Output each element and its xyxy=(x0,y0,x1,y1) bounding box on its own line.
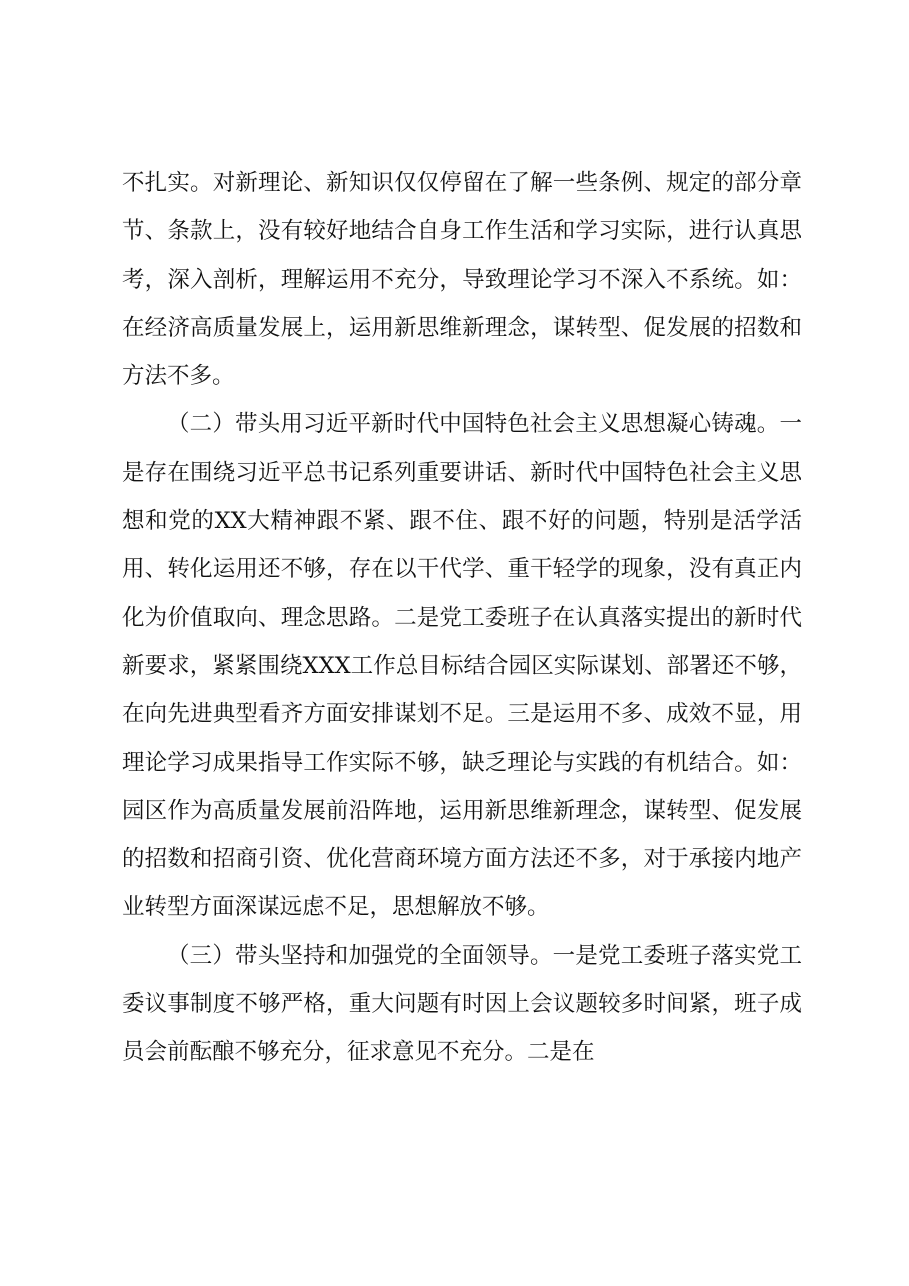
document-body xyxy=(122,159,802,1077)
paragraph-continuation: 不扎实。对新理论、新知识仅仅停留在了解一些条例、规定的部分章节、条款上，没有较好地结合自身工作生活和学习实际，进行认真思考，深入剖析，理解运用不充分，导致理论学习不深入不系统。如：在经济高质量发展上，运用新思维新理念，谋转型、促发展的招数和方法不多。 xyxy=(122,170,802,390)
paragraph-section-two: （二）带头用习近平新时代中国特色社会主义思想凝心铸魂。一是存在围绕习近平总书记系列重要讲话、新时代中国特色社会主义思想和党的XX大精神跟不紧、跟不住、跟不好的问题，特别是活学活用、转化运用还不够，存在以干代学、重干轻学的现象，没有真正内化为价值取向、理念思路。二是党工委班子在认真落实提出的新时代新要求，紧紧围绕XXX工作总目标结合园区实际谋划、部署还不够，在向先进典型看齐方面安排谋划不足。三是运用不多、成效不显，用理论学习成果指导工作实际不够，缺乏理论与实践的有机结合。如：园区作为高质量发展前沿阵地，运用新思维新理念，谋转型、促发展的招数和招商引资、优化营商环境方面方法还不多，对于承接内地产业转型方面深谋远虑不足，思想解放不够。 xyxy=(122,411,802,921)
paragraph-section-three: （三）带头坚持和加强党的全面领导。一是党工委班子落实党工委议事制度不够严格，重大问题有时因上会议题较多时间紧，班子成员会前酝酿不够充分，征求意见不充分。二是在 xyxy=(122,942,802,1066)
